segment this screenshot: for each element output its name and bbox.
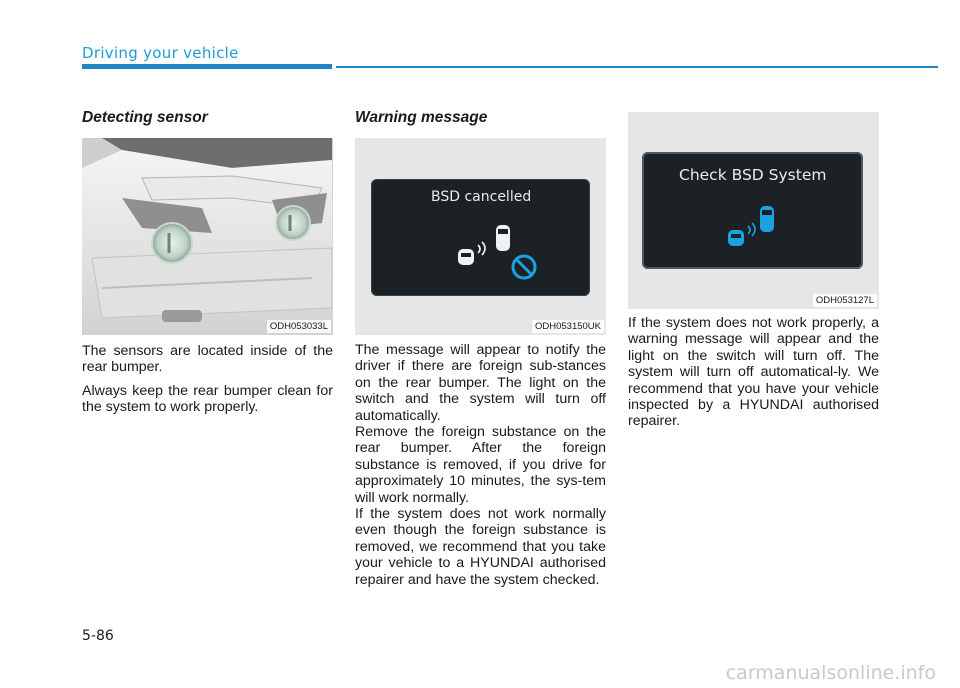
cluster-message: Check BSD System <box>679 166 827 184</box>
text-check-bsd-system <box>628 315 879 437</box>
text-warning-message <box>355 342 606 588</box>
page-number: 5-86 <box>82 628 114 644</box>
paragraph: The sensors are located inside of the rear bumper. <box>82 343 333 376</box>
paragraph: The message will appear to notify the driver if there are foreign sub-stances on the rear bumper. The light on the switch and the system will turn off automatically. <box>355 342 606 424</box>
heading-detecting-sensor: Detecting sensor <box>82 109 208 126</box>
figure-rear-bumper-sensors <box>82 138 333 335</box>
paragraph: If the system does not work normally even though the foreign substance is removed, we recommend that you take your vehicle to a HYUNDAI authorised repairer and have the system checked. <box>355 506 606 588</box>
figure-code: ODH053150UK <box>532 320 604 333</box>
header-rule-thick <box>82 64 332 69</box>
figure-code: ODH053033L <box>267 320 331 333</box>
cluster-display <box>642 152 863 269</box>
cluster-message: BSD cancelled <box>431 189 532 205</box>
header-rule-thin <box>336 66 938 68</box>
watermark: carmanualsonline.info <box>725 662 936 684</box>
figure-code: ODH053127L <box>813 294 877 307</box>
figure-check-bsd-system <box>628 112 879 309</box>
bsd-warning-icon <box>726 204 816 264</box>
paragraph: Remove the foreign substance on the rear bumper. After the foreign substance is removed, if you drive for approximately 10 minutes, the sys-tem will work normally. <box>355 424 606 506</box>
figure-bsd-cancelled <box>355 138 606 335</box>
car-rear-illustration <box>82 138 333 335</box>
text-detecting-sensor <box>82 343 333 423</box>
heading-warning-message: Warning message <box>355 109 488 126</box>
paragraph: Always keep the rear bumper clean for the system to work properly. <box>82 382 333 416</box>
cluster-display <box>371 179 590 296</box>
bsd-cancelled-icon <box>456 223 566 283</box>
section-title: Driving your vehicle <box>82 44 239 62</box>
paragraph: If the system does not work properly, a warning message will appear and the light on the switch will turn off. The system will turn off automatical-ly. We recommend that you have your vehicle inspected by a HYUNDAI authorised repairer. <box>628 315 879 430</box>
